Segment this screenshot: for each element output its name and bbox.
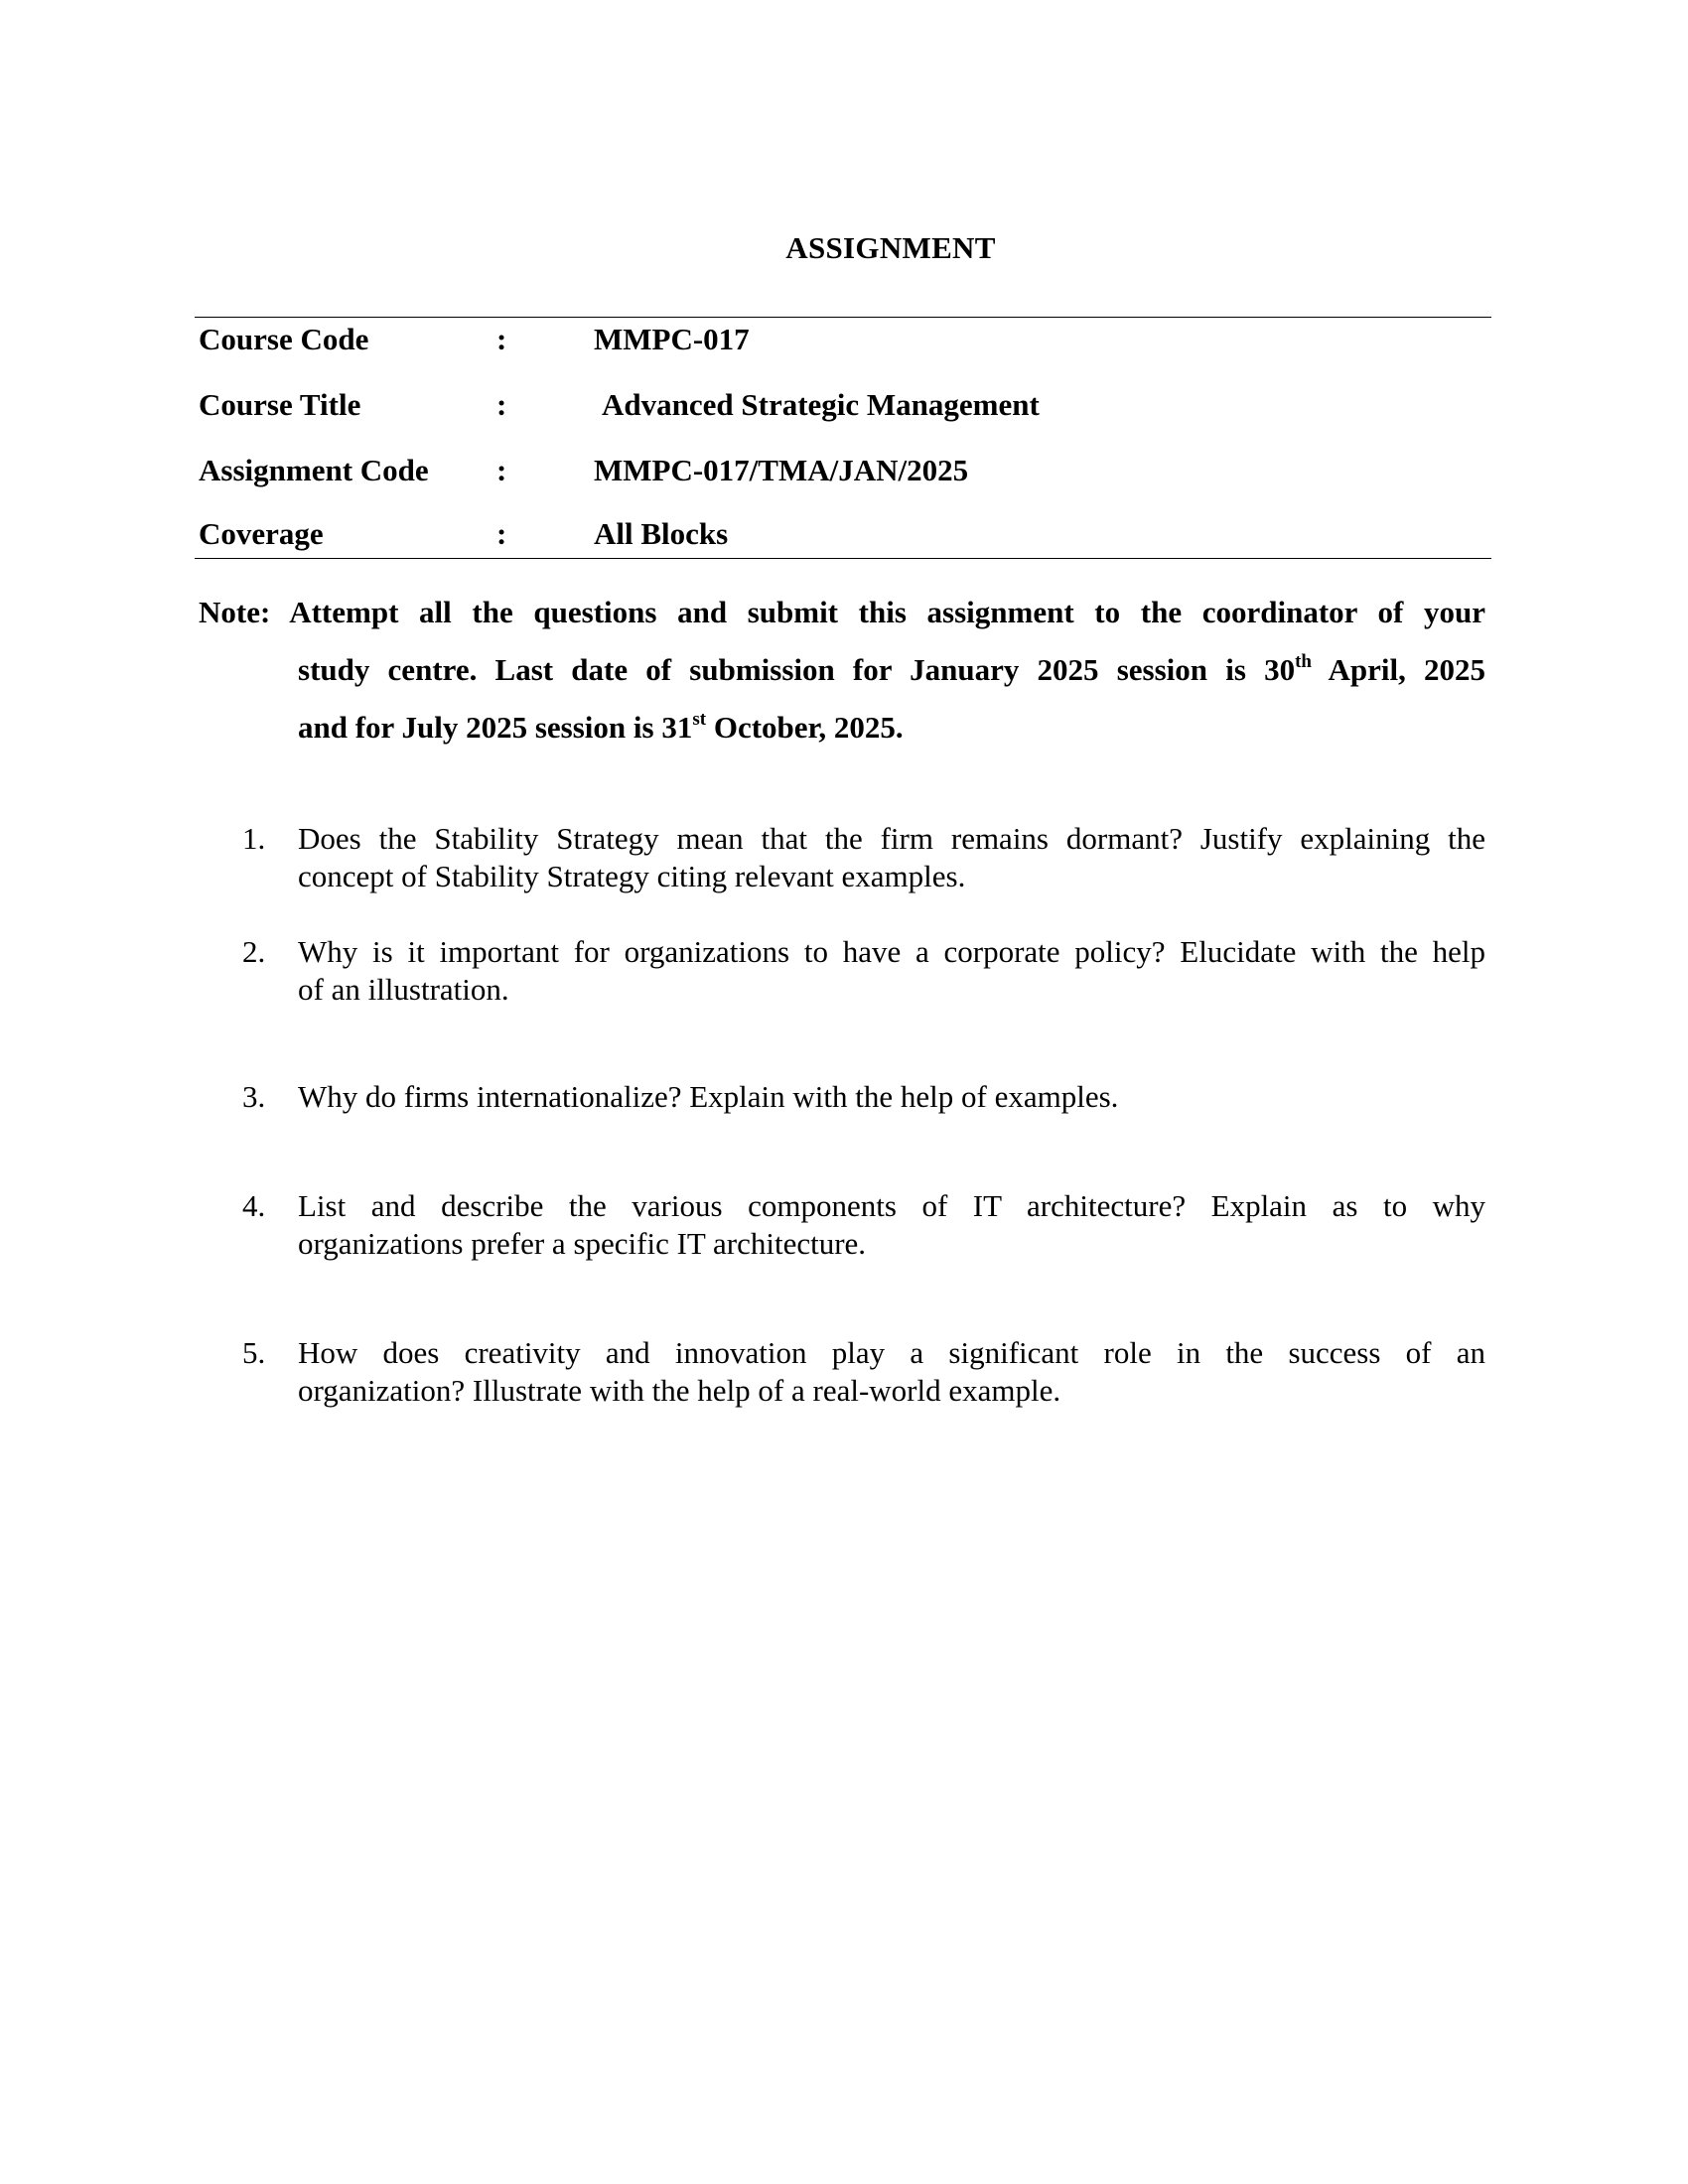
question-text [298,1187,1485,1263]
question-line: Why do firms internationalize? Explain with the help of examples. [298,1079,1119,1114]
info-label: Course Code [199,322,369,356]
question-text [298,933,1485,1009]
note-line-2 [199,641,1485,699]
info-value: MMPC-017 [594,322,750,356]
note-line-3 [199,699,1485,756]
question-line: List and describe the various components of IT architecture? Explain as to why [298,1188,1485,1223]
ordinal-suffix: th [1295,650,1312,672]
question-line: Why is it important for organizations to have a corporate policy? Elucidate with the help [298,934,1485,969]
note-line-1: Note: Attempt all the questions and submit this assignment to the coordinator of your [199,595,1485,629]
ordinal-suffix: st [692,708,707,730]
question-number: 3. [242,1079,266,1114]
question-text [298,1078,1485,1116]
question-line: How does creativity and innovation play a significant role in the success of an [298,1335,1485,1370]
info-value: MMPC-017/TMA/JAN/2025 [594,453,969,487]
question-line: of an illustration. [298,972,509,1007]
info-label: Assignment Code [199,453,429,487]
info-colon: : [496,453,507,487]
note-text: study centre. Last date of submission for January 2025 session is 30 [298,652,1296,687]
question-line: organization? Illustrate with the help of a real-world example. [298,1373,1061,1408]
submission-note [199,584,1485,756]
question-number: 2. [242,934,266,969]
info-value: All Blocks [594,516,729,551]
question-text [298,1334,1485,1410]
info-value: Advanced Strategic Management [602,387,1040,422]
question-number: 5. [242,1335,266,1370]
info-label: Course Title [199,387,361,422]
question-line: organizations prefer a specific IT architecture. [298,1226,867,1261]
question-line: Does the Stability Strategy mean that the firm remains dormant? Justify explaining the [298,821,1485,856]
question-text [298,820,1485,895]
top-divider [195,317,1491,318]
page-title: ASSIGNMENT [785,230,996,265]
bottom-divider [195,558,1491,559]
info-colon: : [496,516,507,551]
info-label: Coverage [199,516,324,551]
note-text: April, 2025 [1311,652,1485,687]
question-number: 1. [242,821,266,856]
question-line: concept of Stability Strategy citing relevant examples. [298,859,966,893]
info-colon: : [496,387,507,422]
note-text: and for July 2025 session is 31 [298,710,693,745]
question-number: 4. [242,1188,266,1223]
info-colon: : [496,322,507,356]
note-text: October, 2025. [706,710,904,745]
